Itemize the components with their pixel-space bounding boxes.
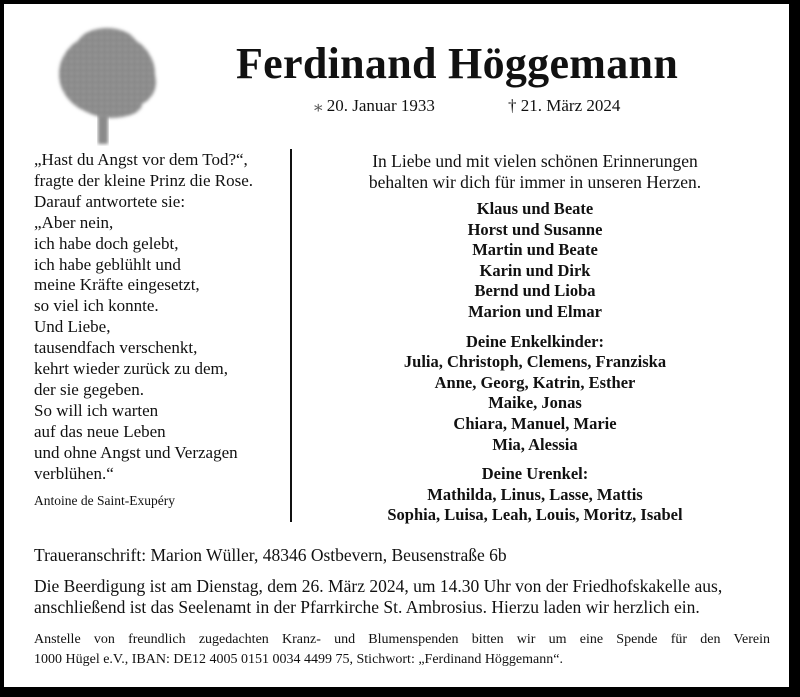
death-date-text: 21. März 2024 xyxy=(520,96,621,115)
children-item: Marion und Elmar xyxy=(468,301,602,321)
poem-line: ich habe geblühlt und xyxy=(34,254,181,274)
funeral-line: Die Beerdigung ist am Dienstag, dem 26. März 2024, um 14.30 Uhr von der Friedhofskakelle aus, xyxy=(34,576,723,596)
poem xyxy=(34,150,253,511)
grandchildren-item: Anne, Georg, Katrin, Esther xyxy=(434,372,636,392)
intro-line: behalten wir dich für immer in unseren Herzen. xyxy=(368,172,702,192)
grandchildren-item: Julia, Christoph, Clemens, Franziska xyxy=(403,352,667,372)
poem-line: Und Liebe, xyxy=(34,317,111,337)
poem-line: meine Kräfte eingesetzt, xyxy=(34,275,200,295)
donation-line: Anstelle von freundlich zugedachten Kranz- und Blumenspenden bitten wir um eine Spende für den Verein xyxy=(34,632,770,647)
poem-author: Antoine de Saint-Exupéry xyxy=(34,492,175,508)
poem-line: verblühen.“ xyxy=(34,463,114,483)
cross-icon: † xyxy=(508,96,517,115)
deceased-name xyxy=(4,38,789,89)
funeral-info xyxy=(34,576,774,618)
poem-line: fragte der kleine Prinz die Rose. xyxy=(34,170,254,190)
poem-line: der sie gegeben. xyxy=(34,379,144,399)
children-item: Martin und Beate xyxy=(472,240,598,260)
poem-line: auf das neue Leben xyxy=(34,421,166,441)
poem-line: „Hast du Angst vor dem Tod?“, xyxy=(34,150,248,169)
great-grandchildren-item: Sophia, Luisa, Leah, Louis, Moritz, Isabel xyxy=(387,505,683,525)
poem-line: Darauf antwortete sie: xyxy=(34,191,186,211)
obituary-card xyxy=(4,4,789,687)
grandchildren-item: Chiara, Manuel, Marie xyxy=(453,413,617,433)
poem-line: kehrt wieder zurück zu dem, xyxy=(34,359,228,379)
poem-line: „Aber nein, xyxy=(34,212,114,232)
poem-line: so viel ich konnte. xyxy=(34,296,159,316)
great-grandchildren-list xyxy=(304,464,766,526)
mourners-section xyxy=(304,151,766,526)
children-item: Horst und Susanne xyxy=(467,219,603,239)
intro-text xyxy=(304,151,766,193)
funeral-line: anschließend ist das Seelenamt in der Pfarrkirche St. Ambrosius. Hierzu laden wir herzlich ein. xyxy=(34,597,700,617)
poem-line: ich habe doch gelebt, xyxy=(34,233,179,253)
death-date xyxy=(508,96,620,116)
poem-line: tausendfach verschenkt, xyxy=(34,338,198,358)
great-grandchildren-heading: Deine Urenkel: xyxy=(481,464,589,484)
birth-star-icon: ⁎ xyxy=(314,96,323,115)
poem-line: So will ich warten xyxy=(34,400,159,420)
column-divider xyxy=(290,149,292,522)
mourning-address: Traueranschrift: Marion Wüller, 48346 Ostbevern, Beusenstraße 6b xyxy=(34,545,507,565)
great-grandchildren-item: Mathilda, Linus, Lasse, Mattis xyxy=(427,484,643,504)
grandchildren-item: Maike, Jonas xyxy=(488,393,582,413)
grandchildren-list xyxy=(304,332,766,456)
birth-date xyxy=(314,96,435,116)
children-item: Klaus und Beate xyxy=(476,199,594,218)
children-item: Karin und Dirk xyxy=(479,260,591,280)
donation-line: 1000 Hügel e.V., IBAN: DE12 4005 0151 0034 4499 75, Stichwort: „Ferdinand Höggemann“. xyxy=(34,652,563,667)
intro-line: In Liebe und mit vielen schönen Erinnerungen xyxy=(372,151,698,171)
grandchildren-heading: Deine Enkelkinder: xyxy=(466,331,604,351)
donation-info xyxy=(34,630,774,670)
deceased-name-text: Ferdinand Höggemann xyxy=(236,39,679,88)
grandchildren-item: Mia, Alessia xyxy=(492,434,578,454)
children-list xyxy=(304,199,766,323)
poem-line: und ohne Angst und Verzagen xyxy=(34,442,238,462)
birth-date-text: 20. Januar 1933 xyxy=(326,96,435,115)
children-item: Bernd und Lioba xyxy=(474,281,596,301)
